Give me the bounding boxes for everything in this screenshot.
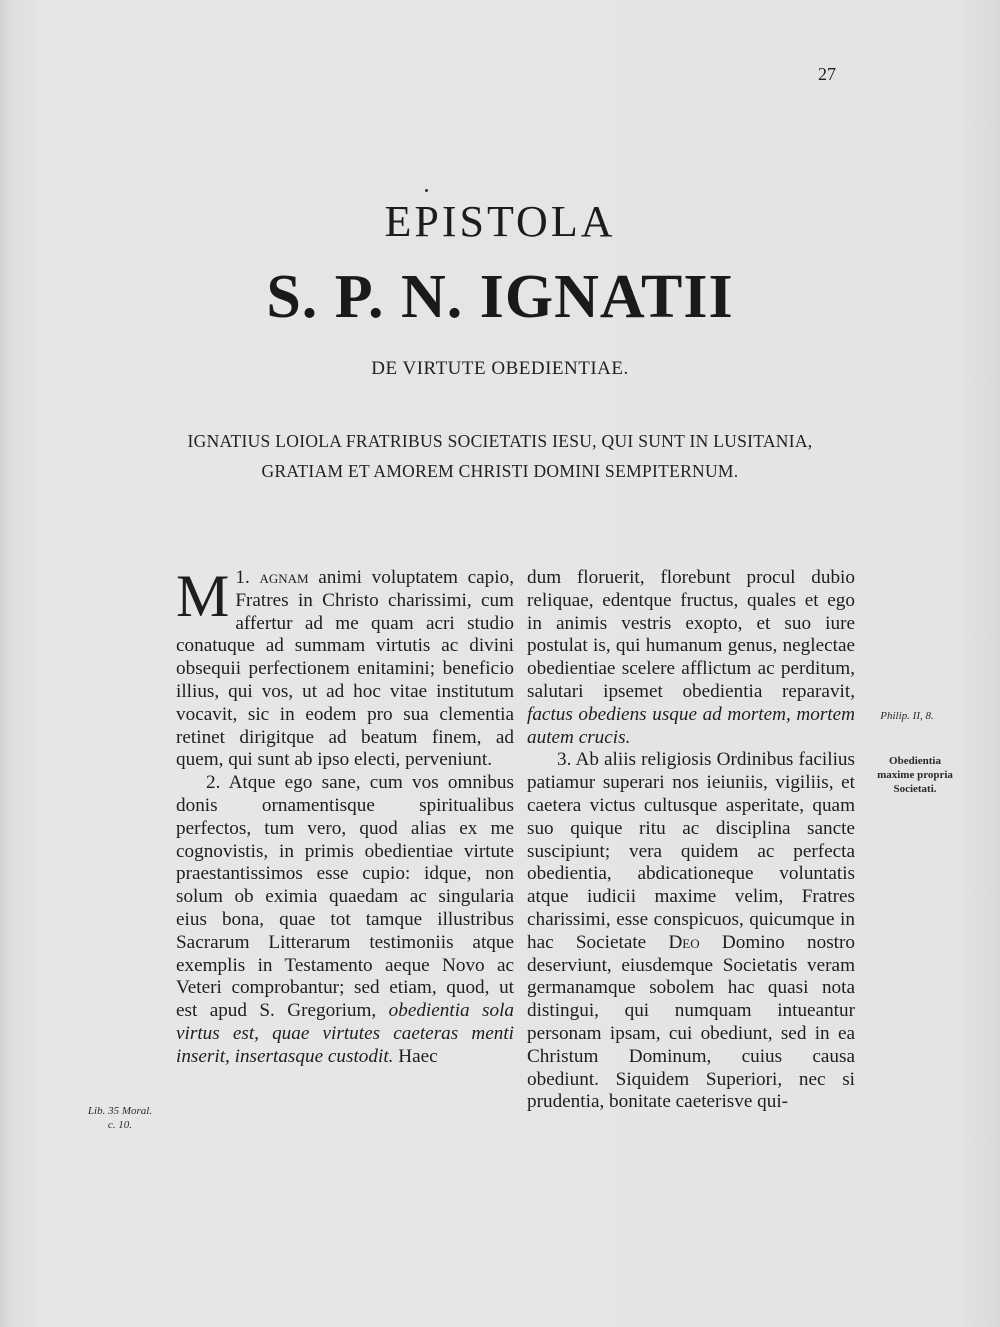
paragraph-continued-quote: factus obediens usque ad mortem, mortem autem crucis. [527, 703, 855, 748]
paragraph-3-start: 3. Ab aliis religiosis Ordinibus facilius patiamur superari nos ieiuniis, vigiliis, et caetera victus cultusque asperitate, quam suo quique ritu ac disciplina sancte suscipiunt; vera quidem ac perfecta obedientia, abdicationeque voluntatis atque iudicii maxime velim, Fratres charissimi, esse conspicuos, quicumque in hac Societate [527, 749, 855, 953]
paragraph-3 [527, 749, 855, 1114]
page-title-name: S. P. N. IGNATII [266, 263, 734, 331]
salutation-line-2: GRATIAM ET AMOREM CHRISTI DOMINI SEMPITERNUM. [261, 461, 739, 481]
paragraph-2-text: 2. Atque ego sane, cum vos omnibus donis ornamentisque spiritualibus perfectos, tum vero, quod alias ex me cognovistis, in primis obedientiae virtute praestantissimos esse cupio: idque, non solum ob eximia quaedam ac singularia eius bona, quae tot tamque illustribus Sacrarum Litterarum testimoniis atque exemplis in Testamento aeque Novo ac Veteri comprobantur; sed etiam, quod, ut est apud S. Gregorium, [176, 772, 514, 1022]
salutation [150, 426, 850, 486]
salutation-line-1: IGNATIUS LOIOLA FRATRIBUS SOCIETATIS IESU, QUI SUNT IN LUSITANIA, [187, 431, 813, 451]
paragraph-1-number: 1. [235, 567, 260, 588]
margin-note-obedientia-line-2: maxime propria [877, 769, 953, 781]
ink-speck [425, 189, 428, 192]
paragraph-continued [527, 567, 855, 749]
left-column [176, 563, 514, 1069]
right-column [527, 567, 855, 1114]
margin-note-obedientia-line-1: Obedientia [889, 755, 941, 767]
page-title-epistola: EPISTOLA [384, 197, 616, 246]
margin-note-gregory-line-1: Lib. 35 Moral. [87, 1105, 153, 1117]
margin-note-gregory-ref [70, 1104, 170, 1132]
page-number: 27 [818, 64, 836, 84]
paragraph-3-end: Domino nostro deserviunt, eiusdemque Societatis veram germanamque sobolem hac quasi nota distingui, qui numquam intueantur personam ipsam, cui obediunt, sed in ea Christum Dominum, cuius causa obediunt. Siquidem Superiori, nec si prudentia, bonitate caeterisve qui- [527, 931, 855, 1113]
paragraph-3-deo: Deo [668, 931, 700, 953]
margin-note-gregory-line-2: c. 10. [107, 1119, 133, 1131]
paragraph-2 [176, 772, 514, 1068]
paragraph-continued-text: dum floruerit, florebunt procul dubio reliquae, edentque fructus, quales et ego in animis vestris exopto, et suo iure postulat is, qui humanum genus, neglectae obedientiae scelere afflictum ac perditum, salutari ipsemet obedientia reparavit, [527, 567, 855, 702]
margin-note-obedientia-line-3: Societati. [893, 783, 937, 795]
paragraph-2-quote: obedientia sola virtus est, quae virtutes caeteras menti inserit, insertasque custodit. [176, 1000, 514, 1067]
margin-note-obedientia [862, 754, 968, 796]
margin-note-philippians-ref: Philip. II, 8. [880, 710, 934, 722]
paragraph-2-end: Haec [393, 1045, 438, 1067]
drop-cap: M [176, 563, 230, 629]
paragraph-1 [176, 563, 514, 772]
page-subtitle: DE VIRTUTE OBEDIENTIAE. [371, 358, 629, 379]
paragraph-1-smallcaps: agnam [259, 567, 309, 588]
paragraph-1-text: animi voluptatem capio, Fratres in Christo charissimi, cum affertur ad me quam acri studio conatuque ad summam virtutis ac divini obsequii perfectionem enitamini; beneficio illius, qui vos, ut ad hoc vitae institutum vocavit, sic in eodem pro sua clementia retinet dirigitque ad beatum finem, ad quem, qui sunt ab ipso electi, perveniunt. [176, 567, 514, 771]
